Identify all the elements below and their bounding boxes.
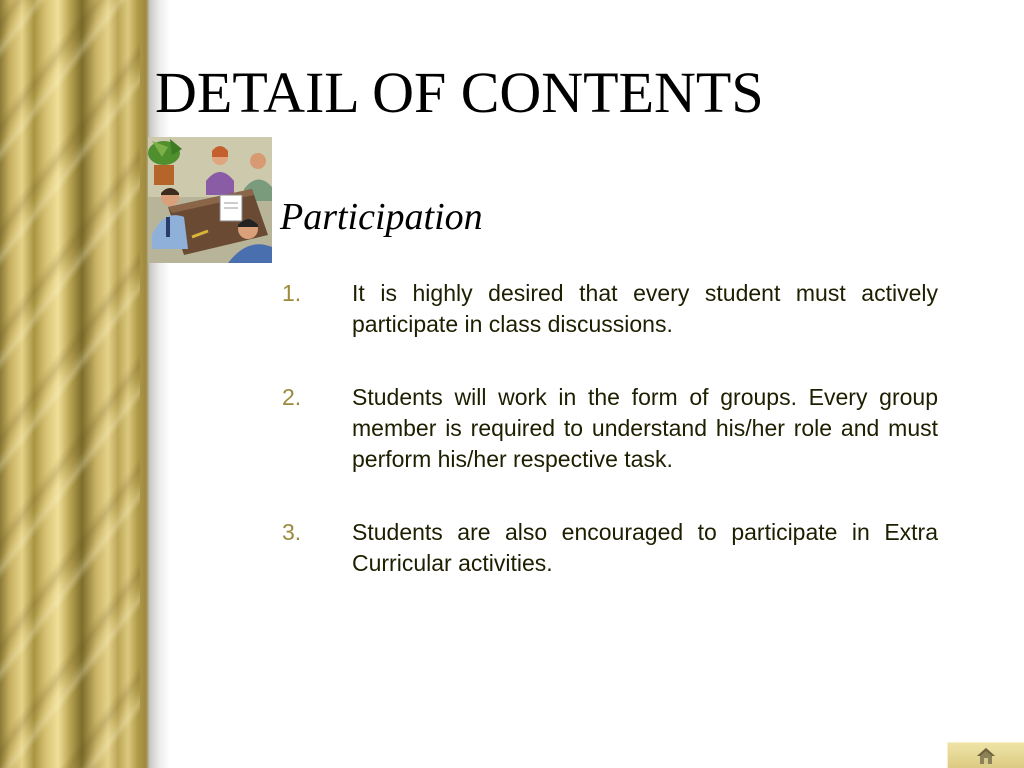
list-item-number: 1. [282,280,302,306]
list-item-text: Students are also encouraged to participate in Extra Curricular activities. [352,519,938,576]
list-item [282,278,938,340]
list-item-text: Students will work in the form of groups. Every group member is required to understand his/her role and must perform his/her respective task. [352,384,938,472]
slide-title: DETAIL OF CONTENTS [155,60,764,125]
participation-list [282,278,938,621]
decorative-pillar [0,0,170,768]
home-icon [976,746,996,766]
meeting-clipart [148,137,272,263]
list-item-number: 3. [282,519,302,545]
list-item [282,382,938,475]
list-item-number: 2. [282,384,302,410]
pillar-stripes [0,0,140,768]
list-item-text: It is highly desired that every student must actively participate in class discussions. [352,280,938,337]
section-subtitle: Participation [280,196,483,238]
list-item [282,517,938,579]
home-button[interactable] [947,742,1024,768]
